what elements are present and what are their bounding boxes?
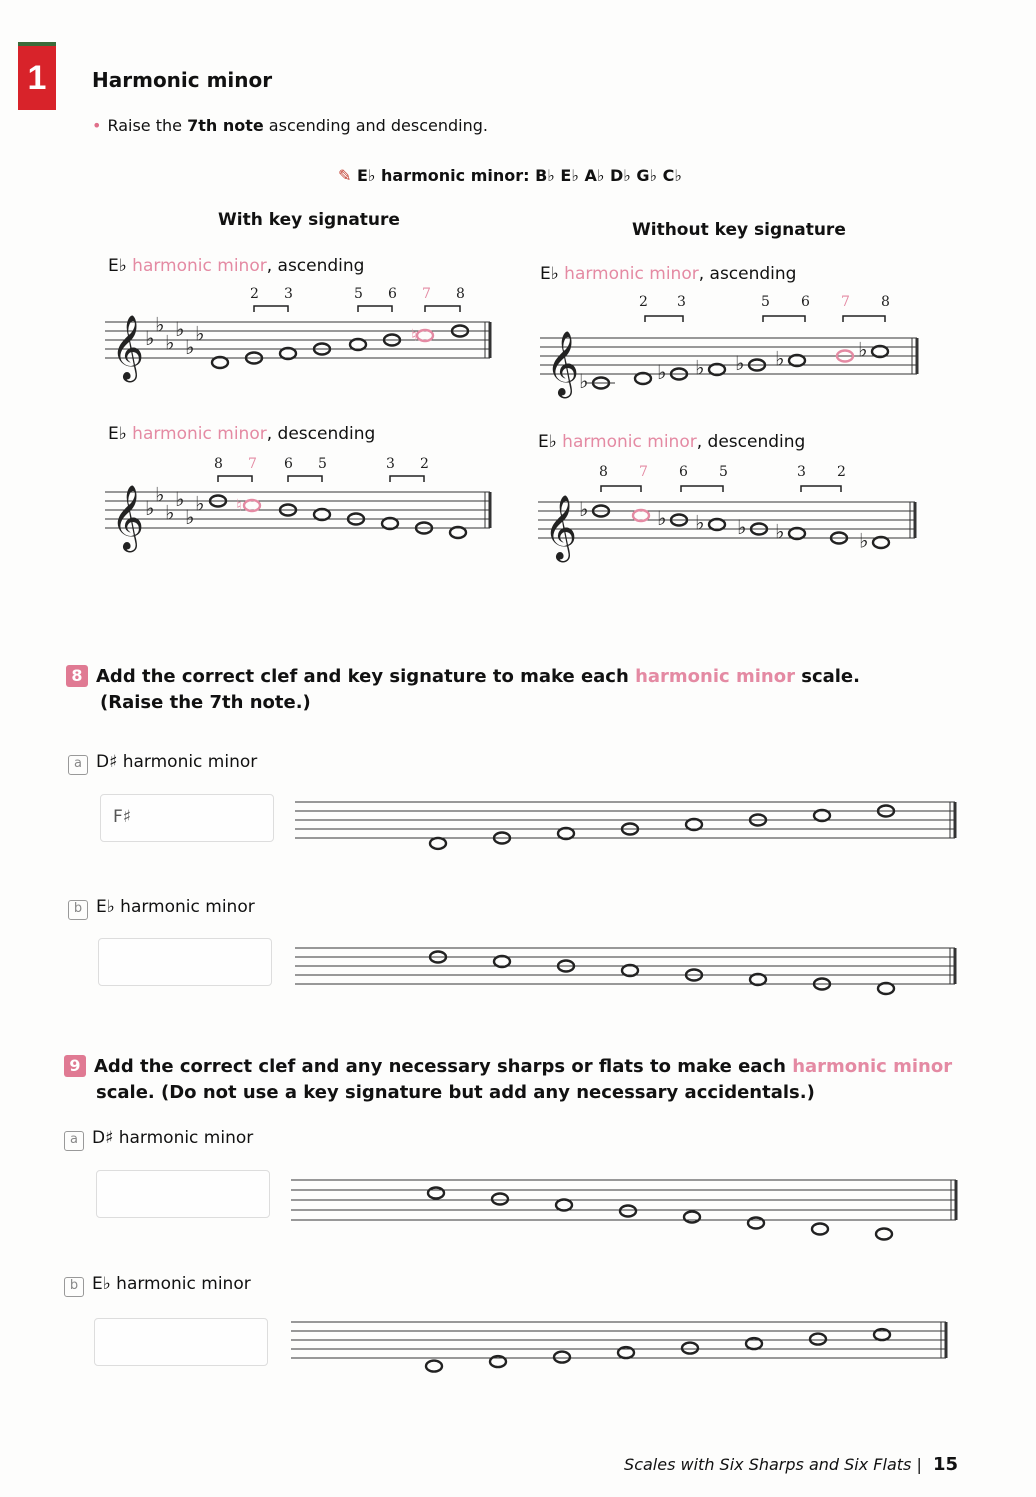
whole-note: [789, 355, 805, 366]
degree-number: 7: [639, 464, 648, 480]
degree-bracket: [425, 306, 460, 312]
section-number-tab: 1: [18, 46, 56, 110]
treble-clef-icon: 𝄞: [111, 485, 144, 551]
degree-number: 6: [284, 456, 293, 472]
degree-number: 5: [354, 286, 363, 302]
flat-icon: ♭: [695, 355, 705, 380]
whole-note: [873, 537, 889, 548]
scale-label-with-asc: E♭ harmonic minor, ascending: [108, 256, 365, 276]
flat-icon: ♭: [695, 510, 705, 535]
whole-note: [280, 348, 296, 359]
flat-icon: ♭: [775, 519, 785, 544]
flat-icon: ♭: [735, 351, 745, 375]
whole-note: [789, 528, 805, 539]
scale-label-with-desc: E♭ harmonic minor, descending: [108, 424, 376, 444]
whole-note: [635, 373, 651, 384]
instruction-bullet: • Raise the 7th note ascending and descending.: [92, 116, 488, 135]
scale-notes-line: ✎ E♭ harmonic minor: B♭ E♭ A♭ D♭ G♭ C♭: [338, 166, 682, 185]
staff-with-key-desc: [100, 448, 500, 563]
degree-bracket: [601, 486, 641, 492]
whole-note: [350, 339, 366, 350]
flat-icon: ♭: [579, 369, 589, 393]
exercise-8b-staff: [290, 936, 960, 1012]
exercise-9a-staff: [286, 1166, 960, 1248]
flat-icon: ♭: [145, 326, 155, 350]
exercise-9b-answer-box[interactable]: [94, 1318, 268, 1366]
degree-number: 6: [388, 286, 397, 302]
flat-icon: ♭: [657, 506, 667, 530]
flat-icon: ♭: [185, 505, 195, 529]
with-key-signature-heading: With key signature: [218, 210, 400, 230]
flat-icon: ♭: [858, 337, 868, 362]
degree-number: 5: [761, 294, 770, 310]
whole-note: [492, 1194, 508, 1205]
whole-note: [684, 1212, 700, 1223]
whole-note: [426, 1361, 442, 1372]
whole-note: [554, 1352, 570, 1363]
whole-note: [450, 527, 466, 538]
degree-bracket: [218, 476, 252, 482]
exercise-9-number: 9: [64, 1055, 86, 1077]
exercise-9a-label: a D♯ harmonic minor: [64, 1128, 253, 1151]
degree-bracket: [763, 316, 805, 322]
degree-number: 8: [456, 286, 465, 302]
page-footer: Scales with Six Sharps and Six Flats | 15: [624, 1454, 958, 1475]
degree-number: 8: [881, 294, 890, 310]
whole-note: [428, 1188, 444, 1199]
flat-icon: ♭: [657, 360, 667, 384]
exercise-9b-label: b E♭ harmonic minor: [64, 1274, 251, 1297]
degree-number: 3: [677, 294, 686, 310]
flat-icon: ♭: [165, 500, 175, 525]
degree-bracket: [288, 476, 322, 482]
whole-note: [810, 1334, 826, 1345]
bullet-dot-icon: •: [92, 116, 102, 135]
whole-note: [748, 1218, 764, 1229]
whole-note: [814, 810, 830, 821]
whole-note: [622, 965, 638, 976]
whole-note: [620, 1206, 636, 1217]
exercise-9-instructions: 9 Add the correct clef and any necessary sharps or flats to make each harmonic minor scale. (Do not use a key signature but add any necessary accidentals.): [64, 1054, 964, 1106]
staff-without-key-desc: [533, 456, 923, 571]
exercise-8b-label: b E♭ harmonic minor: [68, 897, 255, 920]
flat-icon: ♭: [155, 482, 165, 507]
exercise-8a-staff: [290, 790, 960, 860]
flat-icon: ♭: [195, 491, 205, 516]
scale-label-without-desc: E♭ harmonic minor, descending: [538, 432, 806, 452]
flat-icon: ♭: [775, 346, 785, 371]
degree-number: 7: [248, 456, 257, 472]
degree-number: 5: [318, 456, 327, 472]
flat-icon: ♭: [145, 496, 155, 520]
whole-note: [876, 1229, 892, 1240]
exercise-8-number: 8: [66, 665, 88, 687]
exercise-8a-label: a D♯ harmonic minor: [68, 752, 257, 775]
whole-note: [872, 346, 888, 357]
degree-bracket: [390, 476, 424, 482]
degree-bracket: [254, 306, 288, 312]
degree-number: 7: [422, 286, 431, 302]
flat-icon: ♭: [175, 317, 185, 341]
degree-number: 2: [639, 294, 648, 310]
whole-note: [633, 510, 649, 521]
degree-bracket: [681, 486, 723, 492]
whole-note: [494, 956, 510, 967]
degree-number: 2: [250, 286, 259, 302]
section-title: Harmonic minor: [92, 68, 273, 92]
degree-bracket: [843, 316, 885, 322]
staff-without-key-asc: [535, 288, 925, 408]
degree-number: 8: [599, 464, 608, 480]
whole-note: [382, 518, 398, 529]
whole-note: [686, 819, 702, 830]
flat-icon: ♭: [165, 330, 175, 355]
whole-note: [709, 519, 725, 530]
whole-note: [812, 1224, 828, 1235]
flat-icon: ♭: [185, 335, 195, 359]
exercise-8-instructions: 8 Add the correct clef and key signature to make each harmonic minor scale. (Raise the 7th note.): [66, 664, 946, 716]
whole-note: [314, 509, 330, 520]
whole-note: [430, 838, 446, 849]
degree-bracket: [645, 316, 683, 322]
degree-number: 2: [420, 456, 429, 472]
staff-with-key-asc: [100, 280, 500, 390]
treble-clef-icon: 𝄞: [546, 331, 579, 397]
scale-label-without-asc: E♭ harmonic minor, ascending: [540, 264, 797, 284]
whole-note: [417, 330, 433, 341]
exercise-8a-answer-text: F♯: [113, 807, 132, 827]
natural-icon: ♮: [236, 495, 242, 515]
whole-note: [556, 1200, 572, 1211]
degree-number: 5: [719, 464, 728, 480]
exercise-9b-staff: [286, 1310, 950, 1380]
degree-number: 8: [214, 456, 223, 472]
exercise-8a-answer-box[interactable]: [100, 794, 274, 842]
flat-icon: ♭: [737, 515, 747, 539]
degree-bracket: [801, 486, 841, 492]
exercise-9a-answer-box[interactable]: [96, 1170, 270, 1218]
degree-number: 6: [801, 294, 810, 310]
degree-number: 2: [837, 464, 846, 480]
degree-number: 3: [284, 286, 293, 302]
whole-note: [244, 500, 260, 511]
degree-number: 6: [679, 464, 688, 480]
degree-number: 3: [797, 464, 806, 480]
exercise-8b-answer-box[interactable]: [98, 938, 272, 986]
whole-note: [212, 357, 228, 368]
pencil-icon: ✎: [338, 166, 352, 185]
treble-clef-icon: 𝄞: [544, 495, 577, 561]
flat-icon: ♭: [175, 487, 185, 511]
degree-number: 7: [841, 294, 850, 310]
degree-bracket: [358, 306, 392, 312]
without-key-signature-heading: Without key signature: [632, 220, 846, 240]
flat-icon: ♭: [579, 497, 589, 521]
whole-note: [682, 1343, 698, 1354]
page-number: 15: [932, 1454, 958, 1475]
flat-icon: ♭: [155, 312, 165, 337]
degree-number: 3: [386, 456, 395, 472]
natural-icon: ♮: [411, 325, 417, 345]
whole-note: [558, 828, 574, 839]
flat-icon: ♭: [195, 321, 205, 346]
treble-clef-icon: 𝄞: [111, 315, 144, 381]
whole-note: [878, 983, 894, 994]
whole-note: [750, 974, 766, 985]
whole-note: [709, 364, 725, 375]
flat-icon: ♭: [859, 528, 869, 553]
